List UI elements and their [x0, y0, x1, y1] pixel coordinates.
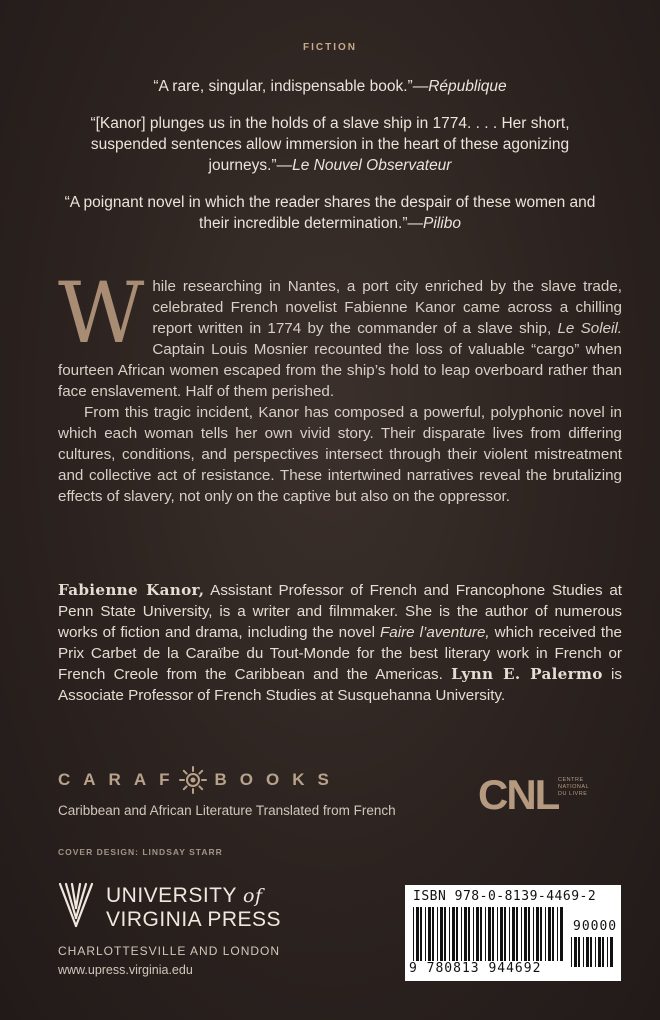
barcode-bars: [413, 907, 563, 961]
ship-name: Le Soleil.: [557, 320, 622, 337]
price-code: 90000: [573, 919, 618, 934]
quote-source: Le Nouvel Observateur: [292, 157, 452, 174]
quote-source: République: [428, 78, 507, 95]
cover-credit: COVER DESIGN: LINDSAY STARR: [58, 847, 223, 857]
price-barcode-bars: [571, 937, 615, 967]
drop-cap: W: [58, 264, 145, 362]
quote-1: “A rare, singular, indispensable book.”—République: [153, 78, 507, 95]
book-description: [58, 264, 622, 507]
quote-2: “[Kanor] plunges us in the holds of a slave ship in 1774. . . . Her short, suspended sentences allow immersion in the heart of these agonizing journeys.”—Le Nouvel Observateur: [90, 115, 570, 174]
description-paragraph-2: From this tragic incident, Kanor has composed a powerful, polyphonic novel in which each woman tells her own vivid story. Their disparate lives from differing cultures, conditions, and perspectives intersect through their violent mistreatment and collective act of resistance. These intertwined narratives reveal the brutalizing effects of slavery, not only on the captive but also on the oppressor.: [58, 404, 622, 505]
isbn-number: ISBN 978-0-8139-4469-2: [413, 889, 597, 904]
barcode-digits: 9 780813 944692: [409, 961, 542, 976]
caraf-books-logo: CARAF BOOKS: [58, 766, 438, 794]
isbn-barcode: [405, 885, 621, 981]
series-subtitle: Caribbean and African Literature Translated from French: [58, 803, 396, 818]
author-bio: Fabienne Kanor, Assistant Professor of French and Francophone Studies at Penn State University, is a writer and filmmaker. She is the author of numerous works of fiction and drama, including the novel Faire l’aventure, which received the Prix Carbet de la Caraïbe du Tout-Monde for the best literary work in French or French Creole from the Caribbean and the Americas. Lynn E. Palermo is Associate Professor of French Studies at Susquehanna University.: [58, 581, 622, 704]
quote-3: “A poignant novel in which the reader shares the despair of these women and their incredible determination.”—Pilibo: [64, 194, 596, 232]
cnl-full-name: CENTRE NATIONAL DU LIVRE: [558, 777, 590, 797]
publisher-url: www.upress.virginia.edu: [58, 963, 193, 977]
author-name: Fabienne Kanor,: [58, 581, 205, 599]
description-paragraph-1: While researching in Nantes, a port city enriched by the slave trade, celebrated French novelist Fabienne Kanor came across a chilling report written in 1774 by the commander of a slave ship, Le Soleil. Captain Louis Mosnier recounted the loss of valuable “cargo” when fourteen African women escaped from the ship’s hold to leap overboard rather than face enslavement. Half of them perished.: [58, 264, 622, 400]
cnl-letters: CNL: [478, 771, 559, 818]
uva-press-logo-icon: [58, 882, 94, 928]
cnl-logo: [478, 771, 588, 827]
review-quotes: [60, 76, 600, 250]
publisher-city: CHARLOTTESVILLE AND LONDON: [58, 944, 281, 958]
publisher-name: UNIVERSITY of VIRGINIA PRESS: [106, 884, 282, 931]
sun-icon: [179, 766, 207, 794]
novel-title: Faire l’aventure,: [379, 624, 490, 641]
genre-label: FICTION: [303, 42, 357, 53]
translator-name: Lynn E. Palermo: [451, 665, 603, 683]
quote-source: Pilibo: [423, 215, 461, 232]
